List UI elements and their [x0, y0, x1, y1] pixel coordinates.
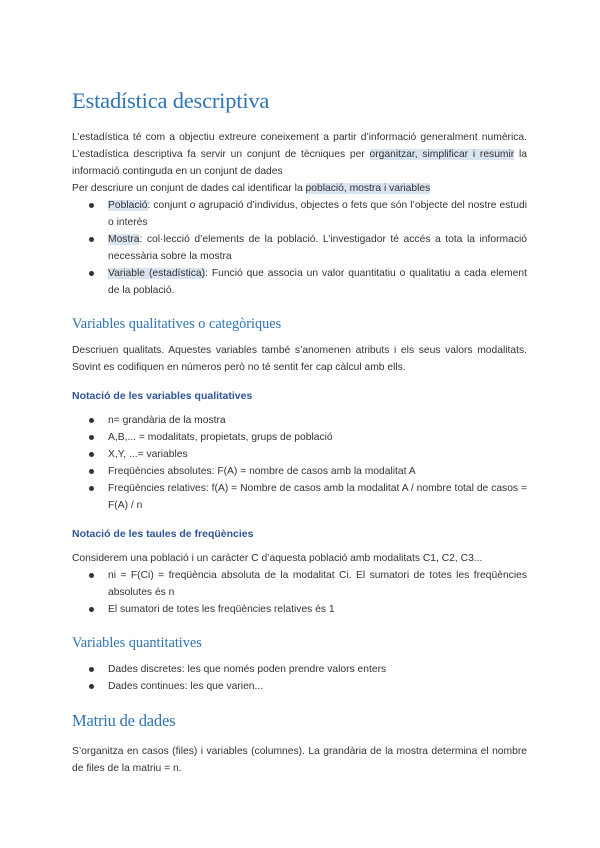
intro-paragraph-2 — [72, 180, 527, 197]
list-item-text: n= grandària de la mostra — [108, 415, 226, 426]
definition-poblacio — [108, 197, 527, 231]
intro-text-1: L’estadística té com a objectiu extreure coneixement a partir d’informació generalment numèrica. L’estadística descriptiva fa servir un conjunt de tècniques per — [72, 132, 527, 160]
list-item — [108, 446, 527, 463]
matrix-heading: Matriu de dades — [72, 711, 176, 730]
definition-text: : conjunt o agrupació d’individus, objectes o fets que són l’objecte del nostre estudi o interès — [108, 200, 527, 228]
bullet-icon — [89, 486, 94, 491]
bullet-icon — [89, 469, 94, 474]
definition-term: Variable (estadística) — [108, 268, 206, 279]
list-item — [108, 661, 527, 678]
bullet-icon — [89, 607, 94, 612]
tables-heading: Notació de les taules de freqüències — [72, 528, 254, 540]
list-item — [108, 601, 527, 618]
definition-term: Mostra — [108, 234, 140, 245]
list-item — [108, 412, 527, 429]
document-content — [72, 88, 527, 777]
list-item — [108, 463, 527, 480]
list-item — [108, 678, 527, 695]
intro-text-3: Per descriure un conjunt de dades cal identificar la — [72, 183, 306, 194]
definition-variable — [108, 265, 527, 299]
definitions-list — [72, 197, 527, 299]
list-item-text: Freqüències relatives: f(A) = Nombre de casos amb la modalitat A / nombre total de casos = F(A) / n — [108, 483, 527, 511]
bullet-icon — [89, 573, 94, 578]
bullet-icon — [89, 452, 94, 457]
tables-paragraph: Considerem una població i un caràcter C d’aquesta població amb modalitats C1, C2, C3... — [72, 553, 483, 564]
bullet-icon — [89, 667, 94, 672]
list-item-text: Dades discretes: les que només poden prendre valors enters — [108, 664, 387, 675]
definition-text: : Funció que associa un valor quantitatiu o qualitatiu a cada element de la població. — [108, 268, 527, 296]
list-item-text: ni = F(Ci) = freqüència absoluta de la modalitat Ci. El sumatori de totes les freqüències absolutes és n — [108, 570, 527, 598]
bullet-icon — [89, 418, 94, 423]
quantitatives-heading: Variables quantitatives — [72, 635, 202, 651]
list-item — [108, 429, 527, 446]
bullet-icon — [89, 203, 94, 208]
qualitatives-heading: Variables qualitatives o categòriques — [72, 316, 282, 332]
quantitatives-list — [72, 661, 527, 695]
list-item-text: El sumatori de totes les freqüències relatives és 1 — [108, 604, 335, 615]
list-item-text: Freqüències absolutes: F(A) = nombre de casos amb la modalitat A — [108, 466, 416, 477]
list-item-text: A,B,... = modalitats, propietats, grups de població — [108, 432, 333, 443]
notation-heading: Notació de les variables qualitatives — [72, 390, 253, 402]
list-item-text: Dades continues: les que varien... — [108, 681, 264, 692]
intro-highlight-1: organitzar, simplificar i resumir — [369, 149, 515, 160]
bullet-icon — [89, 435, 94, 440]
definition-mostra — [108, 231, 527, 265]
bullet-icon — [89, 684, 94, 689]
bullet-icon — [89, 271, 94, 276]
qualitatives-paragraph: Descriuen qualitats. Aquestes variables també s’anomenen atributs i els seus valors modalitats. Sovint es codifiquen en números però no té sentit fer cap càlcul amb ells. — [72, 345, 527, 373]
list-item — [108, 567, 527, 601]
list-item — [108, 480, 527, 514]
list-item-text: X,Y, ...= variables — [108, 449, 188, 460]
notation-list — [72, 412, 527, 514]
matrix-paragraph: S’organitza en casos (files) i variables (columnes). La grandària de la mostra determina el nombre de files de la matriu = n. — [72, 746, 527, 774]
page-title: Estadística descriptiva — [72, 88, 270, 113]
intro-paragraph — [72, 129, 527, 180]
bullet-icon — [89, 237, 94, 242]
tables-list — [72, 567, 527, 618]
definition-term: Població — [108, 200, 148, 211]
intro-highlight-2: població, mostra i variables — [305, 183, 431, 194]
definition-text: : col·lecció d’elements de la població. L’investigador té accés a tota la informació necessària sobre la mostra — [108, 234, 527, 262]
intro-text-2: la informació continguda en un conjunt de dades — [72, 149, 527, 177]
